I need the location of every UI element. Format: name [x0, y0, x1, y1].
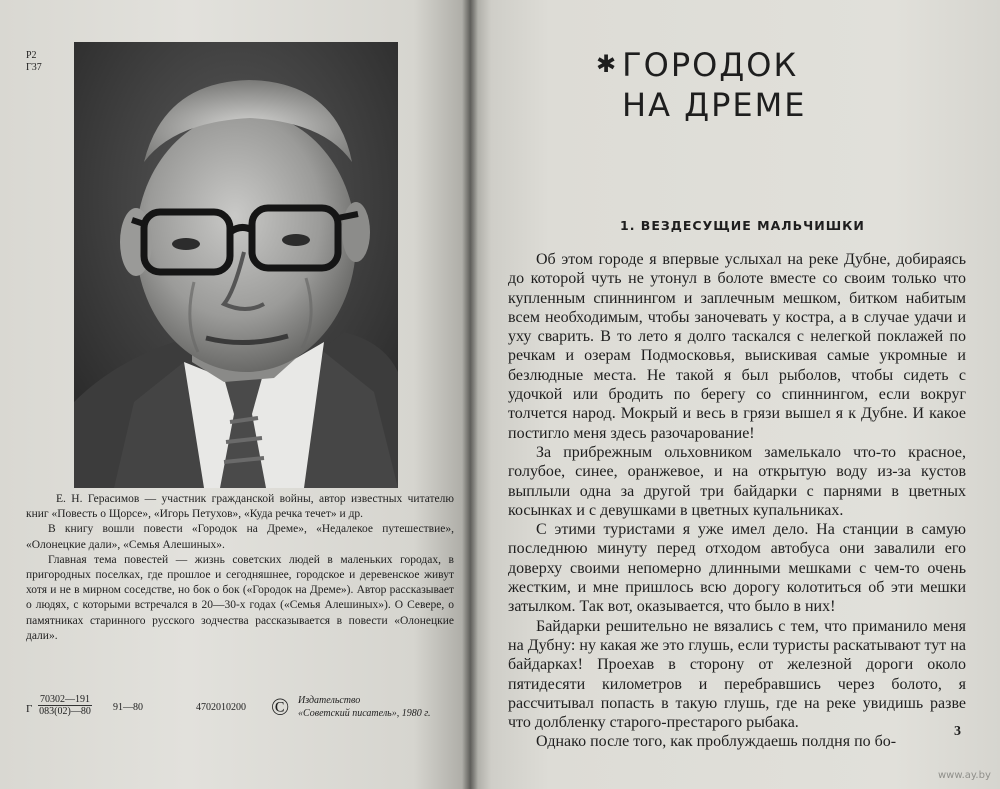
title-line: ГОРОДОК: [622, 46, 799, 84]
imprint-line: [26, 694, 456, 728]
book-gutter: [462, 0, 478, 789]
imprint-fraction-top: 70302—191: [40, 694, 90, 705]
author-portrait-photo: [74, 42, 398, 488]
caption-paragraph: Е. Н. Герасимов — участник гражданской войны, автор известных читателю книг «Повесть о Щорсе», «Игорь Петухов», «Куда речка течет» и др.: [26, 493, 454, 521]
body-paragraph: Байдарки решительно не вязались с тем, что приманило меня на Дубну: ну какая же это глушь, если туристы раскатывают тут на байдарках! Проехав в сторону от железной дороги около пятидесяти километров и перебравшись через болото, я рассчитывал попасть в такую глушь, где на реке увидишь разве что долбленку старого-престарого рыбака.: [508, 617, 966, 732]
body-paragraph: Однако после того, как проблуждаешь полдня по бо-: [536, 733, 897, 751]
publisher-line: «Советский писатель», 1980 г.: [298, 708, 431, 719]
page-number: 3: [954, 724, 961, 739]
chapter-heading: 1. ВЕЗДЕСУЩИЕ МАЛЬЧИШКИ: [620, 218, 865, 233]
star-icon: ✱: [596, 50, 619, 78]
caption-paragraph: Главная тема повестей — жизнь советских людей в маленьких городах, в пригородных поселках, где прошлое и сегодняшнее, городское и деревенское живут хотя и не в мирном соседстве, но бок о бок («Городок на Дреме»). Автор рассказывает о людях, с которыми встречался в 20—30-х годах («Семья Алешиных»). О Севере, о памятниках старинного русского зодчества рассказывается в повести «Олонецкие дали».: [26, 553, 454, 642]
publisher-line: Издательство: [298, 695, 361, 706]
catalog-code: Р2 Г37: [26, 50, 42, 73]
left-page: [0, 0, 470, 789]
book-annotation: [26, 492, 454, 644]
caption-paragraph: В книгу вошли повести «Городок на Дреме», «Недалекое путешествие», «Олонецкие дали», «Семья Алешиных».: [26, 523, 454, 551]
title-line: НА ДРЕМЕ: [622, 86, 807, 124]
story-body: [508, 250, 966, 752]
watermark: www.ay.by: [938, 770, 991, 781]
imprint-isbn: 4702010200: [196, 702, 246, 713]
body-paragraph: Об этом городе я впервые услыхал на реке Дубне, добираясь до которой чуть не утонул в болоте вместе со своим только что купленным спиннингом и заплечным мешком, битком набитым всем необходимым, чтобы заночевать у костра, а в случае удачи и уху сварить. В то лето я долго таскался с нелегкой поклажей по речкам и озерам Подмосковья, выискивая самые укромные и безлюдные места. Не такой я был рыболов, чтобы сидеть с удочкой или бродить по берегу со спиннингом, если вокруг толчется народ. Мокрый и весь в грязи вышел я к Дубне. И какое постигло меня здесь разочарование!: [508, 251, 966, 442]
body-paragraph: С этими туристами я уже имел дело. На станции в самую последнюю минуту перед отходом автобуса они завалили его доверху своими непомерно длинными мешками с чем-то очень жестким, и мне пришлось всю дорогу колотиться об эти мешки затылком. Так вот, оказывается, что было в них!: [508, 521, 966, 616]
story-title: [596, 44, 926, 125]
imprint-fraction-bottom: 083(02)—80: [39, 706, 91, 717]
copyright-symbol: ©: [271, 695, 290, 721]
imprint-fraction: [38, 694, 92, 717]
publisher: [298, 694, 431, 720]
imprint-prefix: Г: [26, 703, 33, 715]
body-paragraph: За прибрежным ольховником замелькало что-то красное, голубое, синее, оранжевое, и на открытую воду из-за кустов выплыли одна за другой три байдарки с парнями в цветных косынках и с девушками в цветных купальниках.: [508, 443, 966, 519]
imprint-suffix: 91—80: [113, 702, 143, 713]
portrait-image: [74, 42, 398, 488]
